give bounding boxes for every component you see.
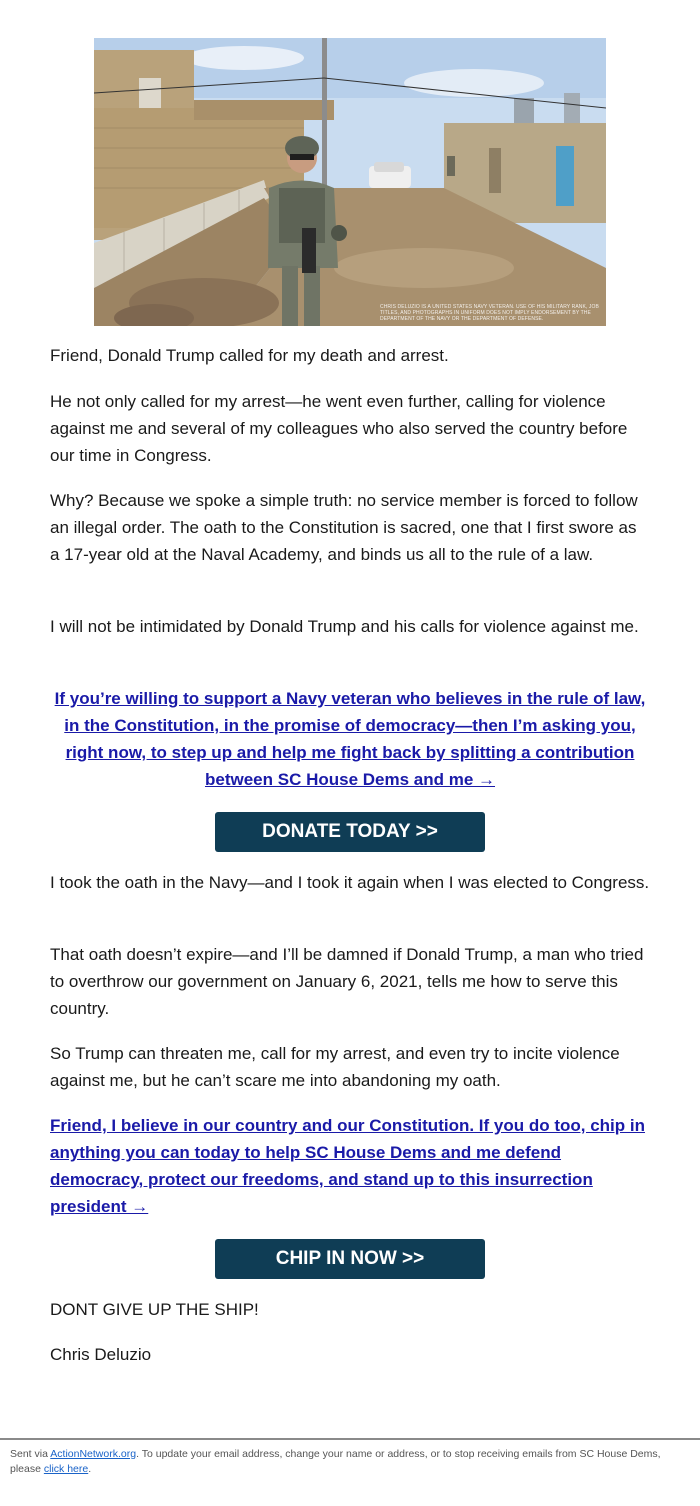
hero-photo-illustration bbox=[94, 38, 606, 326]
footer bbox=[10, 1447, 690, 1477]
signature: Chris Deluzio bbox=[50, 1345, 152, 1364]
footer-divider bbox=[0, 1438, 700, 1440]
paragraph-cant-scare-me: So Trump can threaten me, call for my arrest, and even try to incite violence against me, but he can’t scare me into abandoning my oath. bbox=[50, 1044, 620, 1090]
chip-in-link[interactable]: Friend, I believe in our country and our Constitution. If you do too, chip in anything you can today to help SC House Dems and me defend democracy, protect our freedoms, and stand up to this insurrection president → bbox=[50, 1116, 645, 1216]
paragraph-arrest: He not only called for my arrest—he went even further, calling for violence against me and several of my colleagues who also served the country before our time in Congress. bbox=[50, 392, 628, 465]
paragraph-oath-doesnt-expire: That oath doesn’t expire—and I’ll be damned if Donald Trump, a man who tried to overthrow our government on January 6, 2021, tells me how to serve this country. bbox=[50, 945, 644, 1018]
chip-in-now-button[interactable]: CHIP IN NOW >> bbox=[215, 1239, 485, 1279]
footer-middle: . To update your email address, change your name or address, or to stop receiving emails from SC House Dems, please bbox=[10, 1448, 661, 1475]
paragraph-not-intimidated: I will not be intimidated by Donald Trump and his calls for violence against me. bbox=[50, 617, 639, 636]
paragraph-navy-oath: I took the oath in the Navy—and I took it again when I was elected to Congress. bbox=[50, 873, 650, 892]
actionnetwork-link[interactable]: ActionNetwork.org bbox=[50, 1448, 137, 1460]
support-navy-veteran-link[interactable]: If you’re willing to support a Navy veteran who believes in the rule of law, in the Constitution, in the promise of democracy—then I’m asking you, right now, to step up and help me fight back by splitting a contribution between SC House Dems and me → bbox=[54, 689, 646, 789]
footer-prefix: Sent via bbox=[10, 1448, 51, 1460]
hero-photo-credit: CHRIS DELUZIO IS A UNITED STATES NAVY VETERAN. USE OF HIS MILITARY RANK, JOB TITLES, AND PHOTOGRAPHS IN UNIFORM DOES NOT IMPLY ENDORSEMENT BY THE DEPARTMENT OF THE NAVY OR THE DEPARTMENT OF DEFENSE. bbox=[380, 304, 599, 322]
paragraph-opening: Friend, Donald Trump called for my death and arrest. bbox=[50, 346, 449, 365]
footer-suffix: . bbox=[88, 1463, 92, 1475]
paragraph-oath-constitution: Why? Because we spoke a simple truth: no service member is forced to follow an illegal order. The oath to the Constitution is sacred, one that I first swore as a 17-year old at the Naval Academy, and binds us all to the rule of a law. bbox=[50, 491, 638, 564]
hero-photo bbox=[94, 38, 606, 326]
paragraph-dont-give-up: DONT GIVE UP THE SHIP! bbox=[50, 1300, 259, 1319]
donate-today-button[interactable]: DONATE TODAY >> bbox=[215, 812, 485, 852]
click-here-link[interactable]: click here bbox=[43, 1463, 89, 1475]
